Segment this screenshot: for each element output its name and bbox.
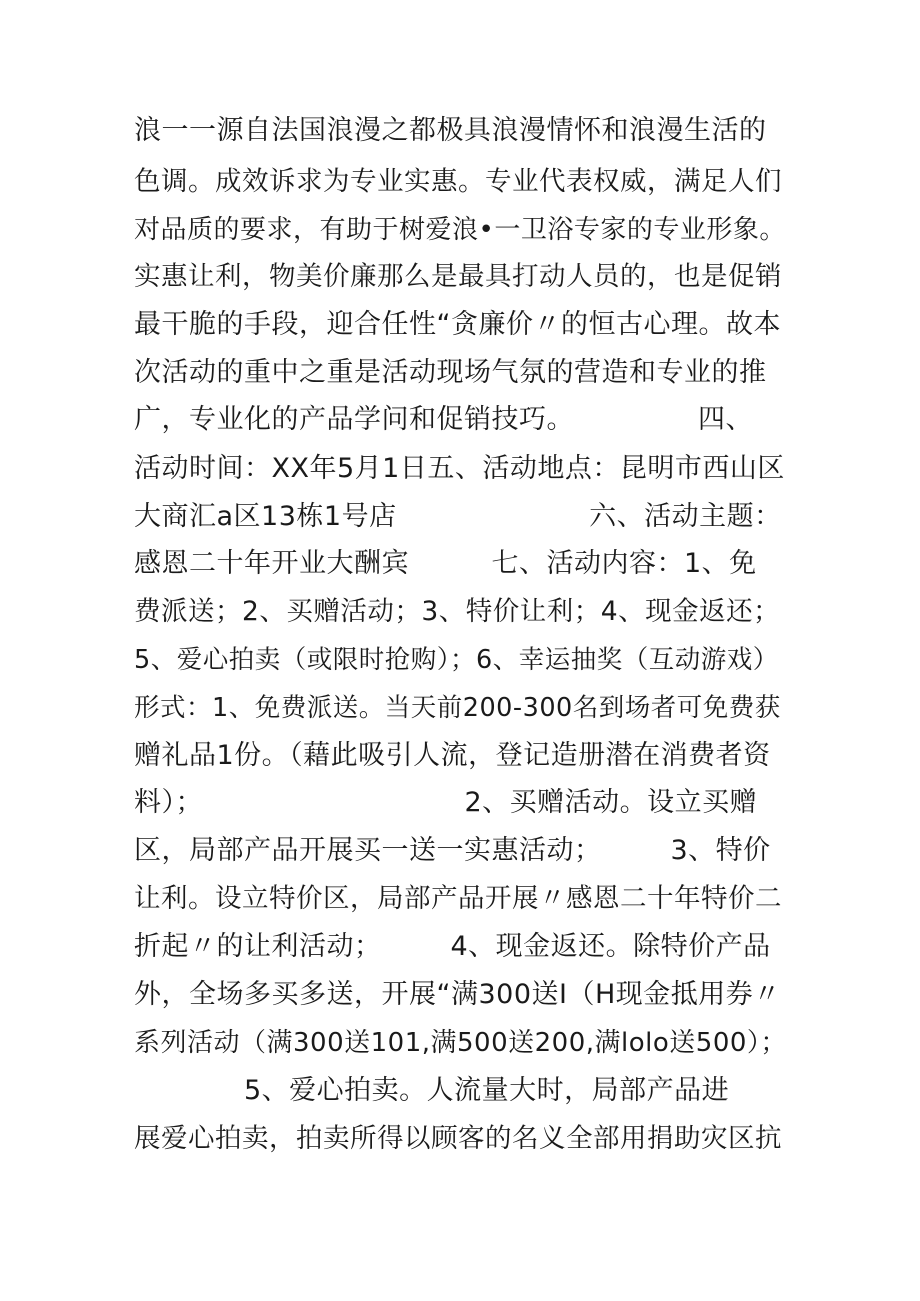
body-text-line: 折起〃的让利活动； 4、现金返还。除特价产品 — [134, 931, 771, 962]
body-text-line: 赠礼品1份。（藉此吸引人流，登记造册潜在消费者资 — [134, 740, 771, 771]
body-text-line: 让利。设立特价区，局部产品开展〃感恩二十年特价二 — [134, 883, 782, 914]
body-text-line: 系列活动（满300送101,满500送200,满lolo送500）； — [134, 1028, 787, 1058]
body-text-line: 区，局部产品开展买一送一实惠活动； 3、特价 — [134, 835, 771, 866]
body-text-line: 感恩二十年开业大酬宾 七、活动内容：1、免 — [134, 548, 757, 579]
body-text-line: 色调。成效诉求为专业实惠。专业代表权威，满足人们 — [134, 166, 782, 197]
body-text-line: 展爱心拍卖，拍卖所得以顾客的名义全部用捐助灾区抗 — [134, 1123, 782, 1154]
body-text-line: 浪一一源自法国浪漫之都极具浪漫情怀和浪漫生活的 — [134, 115, 767, 146]
body-text-line: 次活动的重中之重是活动现场气氛的营造和专业的推 — [134, 357, 767, 388]
body-text-line: 最干脆的手段，迎合任性“贪廉价〃的恒古心理。故本 — [134, 309, 781, 340]
body-text-line: 5、爱心拍卖。人流量大时，局部产品进 — [134, 1075, 730, 1106]
body-text-line: 活动时间：XX年5月1日五、活动地点：昆明市西山区 — [134, 453, 785, 484]
body-text-line: 费派送；2、买赠活动；3、特价让利；4、现金返还； — [134, 596, 781, 627]
body-text-line: 5、爱心拍卖（或限时抢购）；6、幸运抽奖（互动游戏） — [134, 645, 779, 675]
body-text-line: 对品质的要求，有助于树爱浪•一卫浴专家的专业形象。 — [134, 215, 786, 245]
body-text-line: 实惠让利，物美价廉那么是最具打动人员的，也是促销 — [134, 261, 782, 292]
body-text-line: 大商汇a区13栋1号店 六、活动主题： — [134, 501, 782, 532]
body-text-line: 外，全场多买多送，开展“满300送I（H现金抵用券〃 — [134, 979, 781, 1010]
body-text-line: 料）； 2、买赠活动。设立买赠 — [134, 787, 758, 818]
body-text-line: 形式：1、免费派送。当天前200-300名到场者可免费获 — [134, 693, 781, 723]
body-text-line: 广，专业化的产品学问和促销技巧。 四、 — [134, 404, 753, 435]
